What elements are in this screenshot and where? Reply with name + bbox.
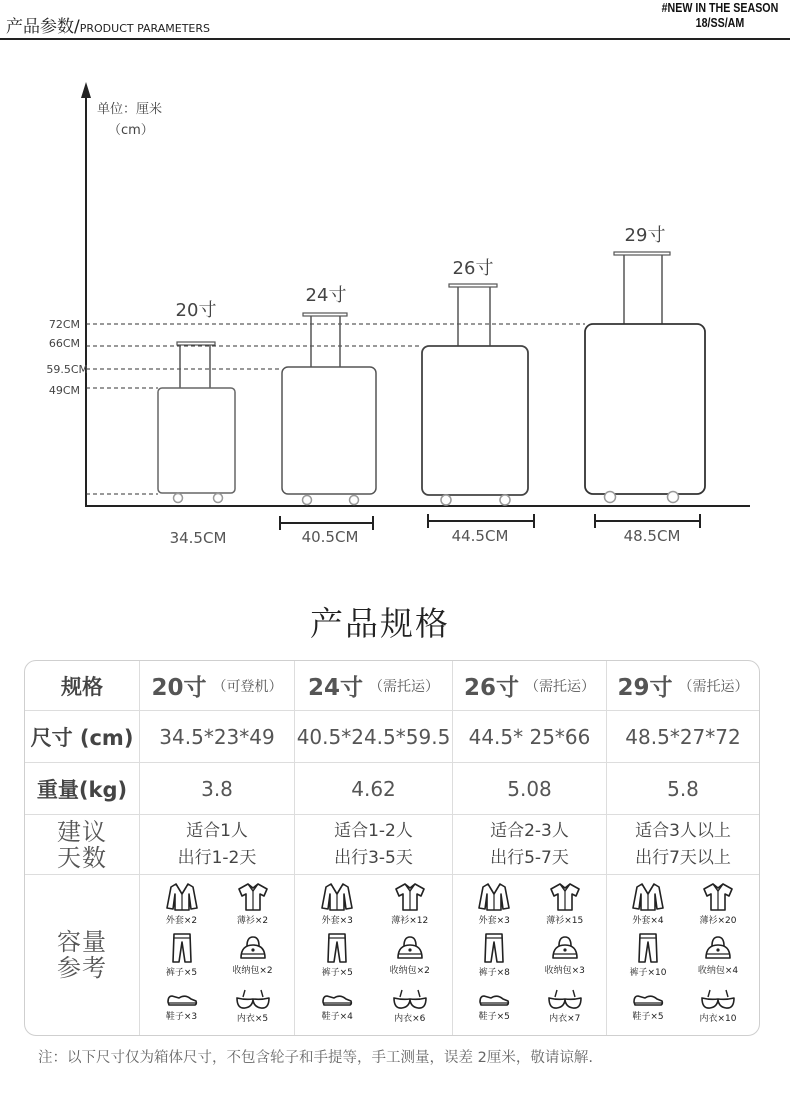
- capacity-item-label: 内衣×10: [699, 1013, 737, 1024]
- capacity-item-label: 收纳包×3: [544, 965, 585, 976]
- suitcase-width-label: 44.5CM: [451, 527, 509, 545]
- pants-icon: [167, 932, 197, 964]
- advice-cell: [295, 815, 453, 875]
- shirt-icon: [701, 882, 735, 912]
- capacity-item-bra: [217, 988, 288, 1024]
- capacity-item-bag: [217, 934, 288, 976]
- capacity-item-pants: [146, 932, 217, 978]
- capacity-item-label: 外套×3: [321, 916, 353, 927]
- column-header-24: [295, 661, 453, 711]
- bag-icon: [394, 934, 426, 962]
- capacity-item-bra: [683, 988, 753, 1024]
- advice-cell: [607, 815, 759, 875]
- underwear-icon: [235, 988, 271, 1010]
- column-header-26: [453, 661, 607, 711]
- pants-icon: [322, 932, 352, 964]
- column-note: （可登机）: [212, 678, 283, 695]
- capacity-item-label: 内衣×7: [549, 1013, 581, 1024]
- capacity-item-coat: [459, 882, 530, 926]
- weight-cell: 5.8: [607, 763, 759, 815]
- capacity-item-label: 外套×2: [165, 916, 198, 927]
- capacity-item-label: 薄衫×15: [546, 916, 584, 927]
- weight-cell: 4.62: [295, 763, 453, 815]
- capacity-item-label: 薄衫×12: [391, 916, 429, 927]
- shirt-icon: [236, 882, 270, 912]
- coat-icon: [477, 882, 511, 912]
- advice-label-line1: 建议: [57, 817, 107, 846]
- capacity-item-label: 外套×3: [478, 916, 510, 927]
- suitcase-body: [282, 367, 376, 494]
- capacity-item-bag: [374, 934, 447, 976]
- suitcase-width-label: 48.5CM: [623, 527, 681, 545]
- capacity-item-bag: [530, 934, 601, 976]
- suitcase-width-label: 34.5CM: [169, 529, 227, 547]
- advice-label-line2: 天数: [57, 843, 107, 872]
- header-divider: [0, 38, 790, 40]
- coat-icon: [631, 882, 665, 912]
- advice-cell: [453, 815, 607, 875]
- suitcase-body: [158, 388, 235, 493]
- suitcase-size-label: 24寸: [305, 285, 347, 306]
- capacity-item-coat: [146, 882, 217, 926]
- shirt-icon: [548, 882, 582, 912]
- season-tag: [661, 0, 778, 30]
- unit-label: 单位：厘米: [97, 102, 163, 117]
- column-note: （需托运）: [525, 678, 595, 695]
- coat-icon: [165, 882, 199, 912]
- column-header-29: [607, 661, 759, 711]
- bag-icon: [549, 934, 581, 962]
- footnote: 注：以下尺寸仅为箱体尺寸，不包含轮子和手提等，手工测量，误差 2厘米，敬请谅解.: [38, 1050, 593, 1066]
- shoes-icon: [165, 990, 199, 1008]
- level-label-72: 72CM: [48, 318, 80, 331]
- shoes-icon: [320, 990, 354, 1008]
- advice-people: 适合3人以上: [635, 820, 731, 841]
- advice-days: 出行1-2天: [177, 847, 257, 868]
- capacity-cell: [140, 875, 295, 1035]
- underwear-icon: [700, 988, 736, 1010]
- advice-row-label: [25, 815, 140, 875]
- capacity-item-shoes: [301, 990, 374, 1022]
- column-note: （需托运）: [678, 678, 749, 695]
- capacity-item-label: 裤子×5: [165, 967, 198, 978]
- capacity-item-label: 鞋子×5: [478, 1011, 510, 1022]
- season-tag-line2: 18/SS/AM: [695, 15, 744, 30]
- capacity-item-shoes: [459, 990, 530, 1022]
- suitcase-width-label: 40.5CM: [301, 528, 359, 546]
- advice-days: 出行3-5天: [334, 847, 413, 868]
- capacity-item-label: 鞋子×5: [632, 1011, 664, 1022]
- suitcase-size-label: 29寸: [624, 225, 666, 246]
- shirt-icon: [393, 882, 427, 912]
- capacity-item-shirt: [374, 882, 447, 926]
- unit-label-cm: （cm）: [108, 123, 154, 138]
- advice-cell: [140, 815, 295, 875]
- capacity-item-shirt: [530, 882, 601, 926]
- dims-cell: 48.5*27*72: [607, 711, 759, 763]
- advice-people: 适合1-2人: [334, 820, 413, 841]
- capacity-item-label: 内衣×6: [394, 1013, 426, 1024]
- header-title-en: PRODUCT PARAMETERS: [79, 22, 210, 35]
- season-tag-line1: #NEW IN THE SEASON: [661, 0, 778, 15]
- coat-icon: [320, 882, 354, 912]
- suitcase-26: [422, 258, 534, 545]
- capacity-item-label: 内衣×5: [236, 1013, 269, 1024]
- capacity-item-pants: [459, 932, 530, 978]
- column-size: 20寸: [151, 675, 207, 701]
- column-size: 24寸: [307, 675, 363, 701]
- capacity-item-label: 薄衫×2: [236, 916, 269, 927]
- level-label-66: 66CM: [48, 337, 80, 350]
- capacity-item-label: 裤子×8: [478, 967, 510, 978]
- shoes-icon: [477, 990, 511, 1008]
- capacity-item-label: 收纳包×2: [232, 965, 273, 976]
- underwear-icon: [547, 988, 583, 1010]
- capacity-cell: [607, 875, 759, 1035]
- header-title-cn: 产品参数/: [6, 17, 80, 37]
- capacity-item-shoes: [146, 990, 217, 1022]
- column-size: 26寸: [463, 675, 519, 701]
- spec-section-title: 产品规格: [310, 604, 450, 643]
- pants-icon: [633, 932, 663, 964]
- suitcase-size-label: 26寸: [452, 258, 494, 279]
- suitcase-body: [422, 346, 528, 495]
- y-axis-arrow: [81, 82, 91, 98]
- dims-cell: 40.5*24.5*59.5: [295, 711, 453, 763]
- suitcase-20: [158, 300, 235, 547]
- pants-icon: [479, 932, 509, 964]
- level-label-59: 59.5CM: [46, 363, 88, 376]
- capacity-item-coat: [301, 882, 374, 926]
- shoes-icon: [631, 990, 665, 1008]
- advice-days: 出行5-7天: [490, 847, 569, 868]
- weight-row-label: 重量(kg): [25, 763, 140, 815]
- dims-row-label: 尺寸 (cm): [25, 711, 140, 763]
- capacity-item-bra: [530, 988, 601, 1024]
- capacity-item-bag: [683, 934, 753, 976]
- spec-header-label: 规格: [25, 661, 140, 711]
- capacity-label-line1: 容量: [57, 928, 107, 956]
- suitcase-29: [585, 225, 705, 545]
- capacity-cell: [453, 875, 607, 1035]
- capacity-item-label: 外套×4: [632, 916, 664, 927]
- advice-people: 适合1人: [186, 820, 248, 841]
- capacity-item-label: 薄衫×20: [699, 916, 737, 927]
- advice-people: 适合2-3人: [490, 820, 569, 841]
- capacity-item-shirt: [683, 882, 753, 926]
- dims-cell: 34.5*23*49: [140, 711, 295, 763]
- capacity-item-bra: [374, 988, 447, 1024]
- capacity-item-shirt: [217, 882, 288, 926]
- capacity-item-label: 裤子×5: [321, 967, 353, 978]
- weight-cell: 3.8: [140, 763, 295, 815]
- dims-cell: 44.5* 25*66: [453, 711, 607, 763]
- level-label-49: 49CM: [48, 384, 80, 397]
- bag-icon: [237, 934, 269, 962]
- column-size: 29寸: [617, 675, 673, 701]
- page-header-title: [6, 12, 210, 37]
- capacity-cell: [295, 875, 453, 1035]
- suitcase-size-label: 20寸: [175, 300, 217, 321]
- underwear-icon: [392, 988, 428, 1010]
- capacity-item-label: 鞋子×4: [321, 1011, 353, 1022]
- capacity-item-shoes: [613, 990, 683, 1022]
- capacity-item-pants: [613, 932, 683, 978]
- suitcase-body: [585, 324, 705, 494]
- capacity-item-pants: [301, 932, 374, 978]
- spec-table: [24, 660, 760, 1036]
- capacity-label-line2: 参考: [57, 954, 107, 982]
- capacity-row-label: [25, 875, 140, 1035]
- advice-days: 出行7天以上: [635, 847, 731, 868]
- bag-icon: [702, 934, 734, 962]
- capacity-item-label: 鞋子×3: [165, 1011, 198, 1022]
- column-note: （需托运）: [369, 678, 439, 695]
- capacity-item-label: 收纳包×2: [389, 965, 430, 976]
- suitcase-size-diagram: [0, 70, 790, 560]
- weight-cell: 5.08: [453, 763, 607, 815]
- capacity-item-label: 裤子×10: [629, 967, 667, 978]
- capacity-item-label: 收纳包×4: [697, 965, 739, 976]
- capacity-item-coat: [613, 882, 683, 926]
- column-header-20: [140, 661, 295, 711]
